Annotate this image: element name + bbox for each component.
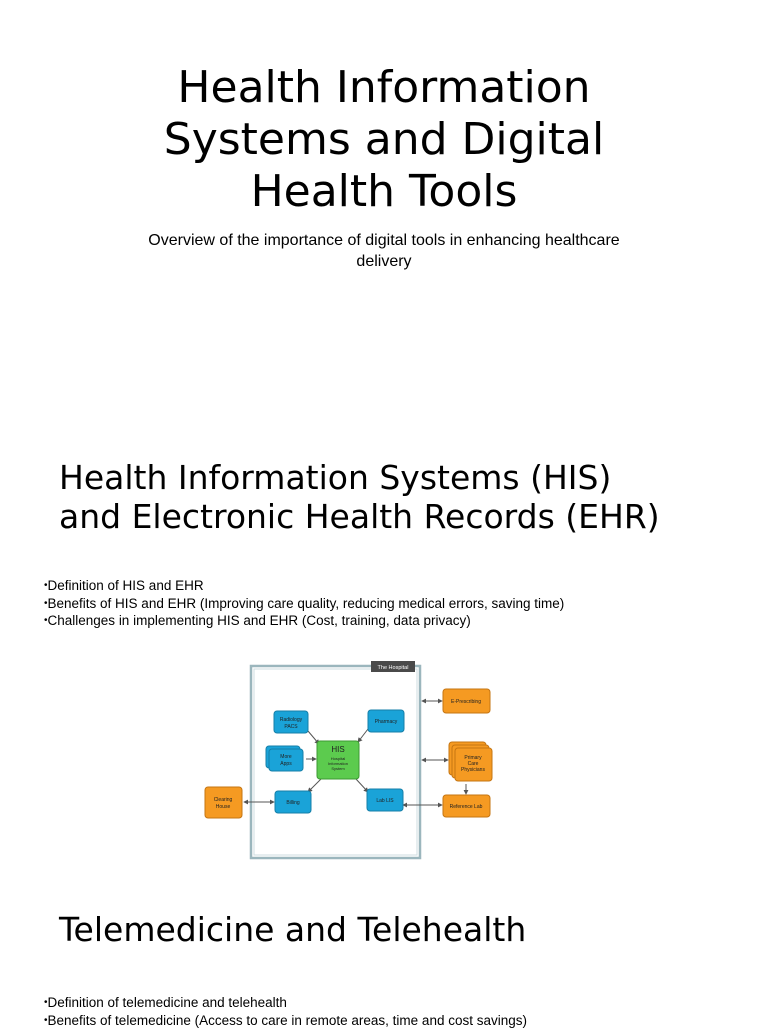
svg-text:Reference Lab: Reference Lab [450, 804, 483, 810]
svg-text:Apps: Apps [280, 761, 292, 767]
svg-text:Physicians: Physicians [461, 767, 485, 773]
slide-subtitle: Overview of the importance of digital tools in enhancing healthcare delivery [110, 230, 658, 272]
clearing-house-node [205, 787, 242, 818]
svg-text:E-Prescribing: E-Prescribing [451, 699, 481, 705]
svg-text:House: House [216, 804, 231, 810]
lab-lis-node [367, 789, 403, 811]
svg-text:HIS: HIS [331, 745, 344, 754]
svg-text:Information: Information [328, 761, 348, 766]
billing-node [275, 791, 311, 813]
svg-text:Lab LIS: Lab LIS [376, 798, 394, 804]
svg-text:Billing: Billing [286, 800, 300, 806]
telemedicine-heading: Telemedicine and Telehealth [59, 910, 526, 949]
slide-title: Health Information Systems and Digital Health Tools [84, 62, 684, 218]
svg-text:Hospital: Hospital [331, 756, 346, 761]
svg-text:Care: Care [468, 761, 479, 767]
telemedicine-bullet: • Definition of telemedicine and telehealth [44, 994, 527, 1012]
svg-text:PACS: PACS [284, 724, 298, 730]
svg-text:System: System [331, 766, 345, 771]
pharmacy-node [368, 710, 404, 732]
primary-care-node [449, 742, 492, 781]
radiology-node [274, 711, 308, 733]
svg-text:Clearing: Clearing [214, 797, 233, 803]
reference-lab-node [443, 795, 490, 817]
telemedicine-bullet: • Benefits of telemedicine (Access to care in remote areas, time and cost savings) [44, 1012, 527, 1029]
e-prescribing-node [443, 689, 490, 713]
hospital-label-text: The Hospital [378, 665, 409, 671]
his-center-node [317, 741, 359, 779]
his-bullet-list [44, 577, 564, 630]
svg-text:Radiology: Radiology [280, 717, 303, 723]
svg-text:More: More [280, 754, 292, 760]
his-bullet: • Challenges in implementing HIS and EHR (Cost, training, data privacy) [44, 612, 564, 630]
svg-text:Pharmacy: Pharmacy [375, 719, 398, 725]
his-bullet: • Definition of HIS and EHR [44, 577, 564, 595]
more-apps-node [266, 746, 303, 771]
his-bullet: • Benefits of HIS and EHR (Improving care quality, reducing medical errors, saving time) [44, 595, 564, 613]
his-diagram [200, 658, 500, 863]
svg-text:Primary: Primary [464, 755, 482, 761]
his-ehr-heading: Health Information Systems (HIS) and Electronic Health Records (EHR) [59, 458, 660, 536]
